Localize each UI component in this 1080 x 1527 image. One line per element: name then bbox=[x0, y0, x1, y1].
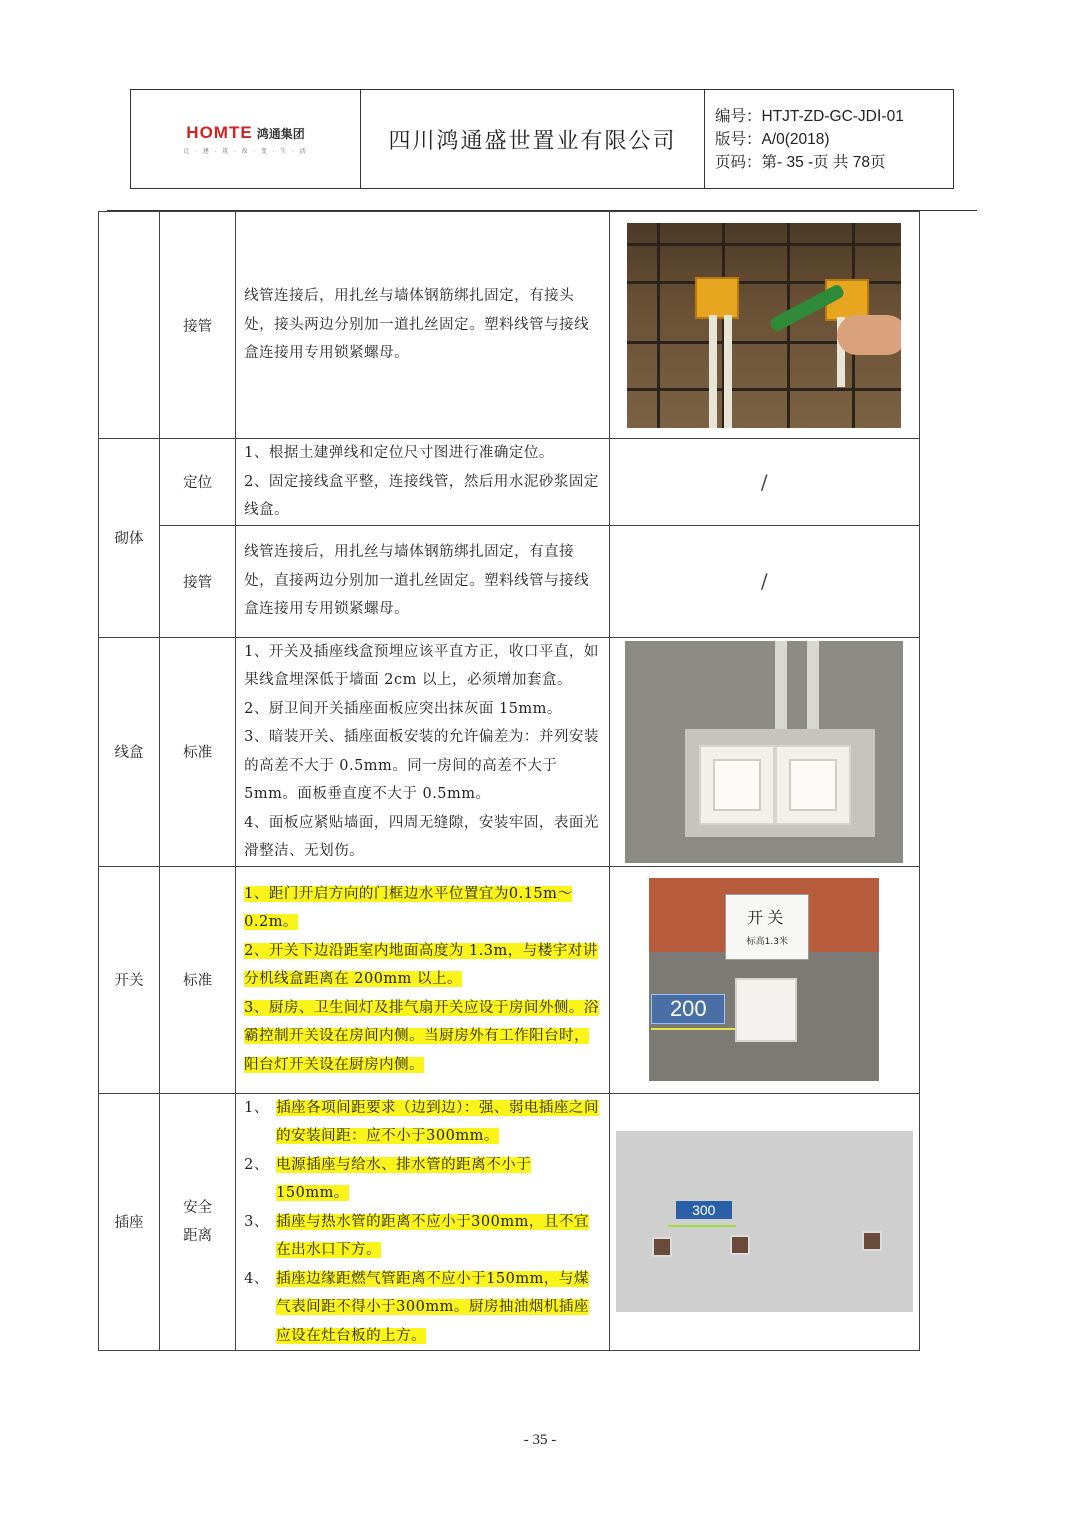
table-row bbox=[99, 637, 920, 866]
image-cell bbox=[609, 866, 919, 1093]
switch-sign: 开关 标高1.3米 bbox=[725, 894, 809, 960]
document-page-info: 页码：第- 35 -页 共 78页 bbox=[715, 153, 886, 171]
table-row bbox=[99, 212, 920, 439]
item-cell: 接管 bbox=[160, 525, 236, 637]
no-image-mark: / bbox=[760, 469, 768, 494]
table-row bbox=[99, 439, 920, 526]
list-item: 3、 插座与热水管的距离不应小于300mm，且不宜在出水口下方。 bbox=[244, 1213, 589, 1258]
requirement-line: 2、开关下边沿距室内地面高度为 1.3m，与楼宇对讲分机线盒距离在 200mm 以上。 bbox=[244, 942, 598, 988]
category-cell: 开关 bbox=[99, 866, 160, 1093]
category-cell: 砌体 bbox=[99, 439, 160, 638]
requirement-line: 1、根据土建弹线和定位尺寸图进行准确定位。 bbox=[244, 445, 554, 461]
requirement-cell: 线管连接后，用扎丝与墙体钢筋绑扎固定，有接头处，接头两边分别加一道扎丝固定。塑料线管与接线盒连接用专用锁紧螺母。 bbox=[236, 212, 609, 439]
logo-english: HOMTE bbox=[186, 123, 253, 142]
table-row bbox=[99, 866, 920, 1093]
document-header bbox=[130, 89, 954, 189]
category-cell: 线盒 bbox=[99, 637, 160, 866]
photo-conduit-rebar bbox=[627, 223, 901, 428]
dimension-label: 300 bbox=[676, 1201, 732, 1219]
page-number: - 35 - bbox=[523, 1432, 557, 1448]
requirement-line: 4、面板应紧贴墙面，四周无缝隙，安装牢固，表面光滑整洁、无划伤。 bbox=[244, 814, 599, 859]
requirement-cell: 线管连接后，用扎丝与墙体钢筋绑扎固定，有直接处，直接两边分别加一道扎丝固定。塑料线管与接线盒连接用专用锁紧螺母。 bbox=[236, 525, 609, 637]
table-row bbox=[99, 1093, 920, 1351]
photo-switch-height bbox=[649, 878, 879, 1081]
photo-socket-spacing bbox=[616, 1131, 913, 1312]
category-cell: 插座 bbox=[99, 1093, 160, 1351]
item-cell: 标准 bbox=[160, 637, 236, 866]
item-cell: 接管 bbox=[160, 212, 236, 439]
requirement-line: 1、距门开启方向的门框边水平位置宜为0.15m～0.2m。 bbox=[244, 885, 573, 931]
requirement-list bbox=[244, 1094, 600, 1351]
requirement-line: 3、暗装开关、插座面板安装的允许偏差为：并列安装的高差不大于 0.5mm。同一房间的高差不大于 5mm。面板垂直度不大于 0.5mm。 bbox=[244, 729, 599, 802]
image-cell bbox=[609, 1093, 919, 1351]
requirement-line: 2、厨卫间开关插座面板应突出抹灰面 15mm。 bbox=[244, 700, 562, 717]
image-cell bbox=[609, 525, 919, 637]
table-row bbox=[99, 525, 920, 637]
list-item: 1、 插座各项间距要求（边到边）：强、弱电插座之间的安装间距：应不小于300mm。 bbox=[244, 1099, 599, 1144]
logo-slogan: 让 · 建 · 筑 · 改 · 变 · 生 · 活 bbox=[183, 149, 308, 155]
photo-junction-boxes bbox=[625, 641, 903, 863]
requirement-cell bbox=[236, 439, 609, 526]
item-cell: 定位 bbox=[160, 439, 236, 526]
list-item: 4、 插座边缘距燃气管距离不应小于150mm，与煤气表间距不得小于300mm。厨房抽油烟机插座应设在灶台板的上方。 bbox=[244, 1270, 589, 1344]
logo-chinese: 鸿通集团 bbox=[256, 126, 305, 141]
requirement-cell bbox=[236, 866, 609, 1093]
document-meta bbox=[705, 90, 953, 188]
requirement-line: 3、厨房、卫生间灯及排气扇开关应设于房间外侧。浴霸控制开关设在房间内侧。当厨房外有工作阳台时，阳台灯开关设在厨房内侧。 bbox=[244, 999, 599, 1073]
requirement-cell bbox=[236, 637, 609, 866]
image-cell bbox=[609, 637, 919, 866]
requirement-cell bbox=[236, 1093, 609, 1351]
document-code: 编号：HTJT-ZD-GC-JDⅠ-01 bbox=[715, 107, 904, 125]
requirement-line: 1、开关及插座线盒预埋应该平直方正，收口平直，如果线盒埋深低于墙面 2cm 以上，必须增加套盒。 bbox=[244, 643, 599, 688]
company-name: 四川鸿通盛世置业有限公司 bbox=[361, 90, 705, 188]
image-cell bbox=[609, 439, 919, 526]
document-version: 版号：A/0(2018) bbox=[715, 130, 830, 148]
category-cell bbox=[99, 212, 160, 439]
item-cell: 标准 bbox=[160, 866, 236, 1093]
standards-table bbox=[98, 211, 920, 1351]
requirement-line: 2、固定接线盒平整，连接线管，然后用水泥砂浆固定线盒。 bbox=[244, 473, 599, 518]
list-item: 2、 电源插座与给水、排水管的距离不小于150mm。 bbox=[244, 1156, 532, 1201]
dimension-label: 200 bbox=[651, 994, 725, 1024]
no-image-mark: / bbox=[760, 569, 768, 593]
company-logo bbox=[131, 90, 361, 188]
item-cell: 安全距离 bbox=[160, 1093, 236, 1351]
image-cell bbox=[609, 212, 919, 439]
